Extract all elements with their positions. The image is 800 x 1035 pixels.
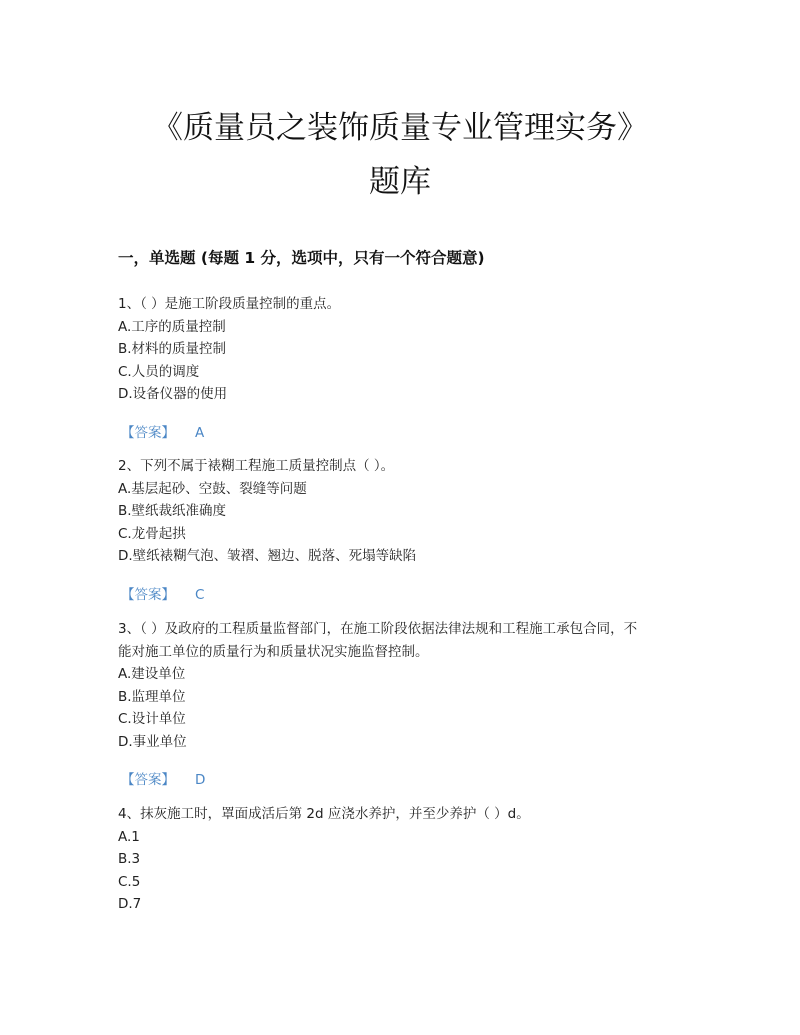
- question-stem: 4、抹灰施工时，罩面成活后第 2d 应浇水养护，并至少养护（ ）d。: [118, 806, 530, 822]
- question-1: [118, 293, 688, 406]
- option-d: D.事业单位: [118, 733, 187, 750]
- option-c: C.设计单位: [118, 711, 186, 727]
- question-4: [118, 803, 688, 916]
- question-stem-line1: 3、（ ）及政府的工程质量监督部门，在施工阶段依据法律法规和工程施工承包合同，不: [118, 621, 638, 637]
- option-d: D.设备仪器的使用: [118, 386, 228, 402]
- answer-label: 【答案】: [121, 425, 175, 441]
- option-b: B.监理单位: [118, 688, 186, 705]
- option-a: A.建设单位: [118, 666, 186, 682]
- document-title-line1: 《质量员之装饰质量专业管理实务》: [152, 110, 648, 146]
- option-c: C.龙骨起拱: [118, 525, 186, 542]
- answer-label: 【答案】: [121, 587, 175, 603]
- question-2: [118, 455, 688, 568]
- section-heading: 一，单选题 (每题 1 分，选项中，只有一个符合题意): [118, 249, 485, 267]
- answer-line-3: [121, 768, 205, 788]
- question-3: [118, 618, 688, 753]
- question-stem: 1、（ ）是施工阶段质量控制的重点。: [118, 296, 341, 312]
- answer-line-2: [121, 583, 204, 603]
- answer-label: 【答案】: [121, 772, 175, 788]
- answer-value: A: [195, 425, 205, 441]
- option-b: B.3: [118, 851, 141, 867]
- answer-value: D: [195, 772, 206, 788]
- option-a: A.1: [118, 828, 140, 845]
- option-b: B.材料的质量控制: [118, 341, 227, 357]
- option-c: C.人员的调度: [118, 363, 200, 380]
- option-d: D.7: [118, 896, 142, 912]
- question-stem-line2: 能对施工单位的质量行为和质量状况实施监督控制。: [118, 643, 429, 660]
- answer-line-1: [121, 421, 204, 441]
- answer-value: C: [195, 587, 205, 603]
- option-a: A.工序的质量控制: [118, 318, 226, 335]
- document-title-line2: 题库: [369, 164, 431, 200]
- question-stem: 2、下列不属于裱糊工程施工质量控制点（ ）。: [118, 458, 395, 474]
- option-c: C.5: [118, 873, 141, 890]
- option-b: B.壁纸裁纸准确度: [118, 503, 227, 519]
- option-a: A.基层起砂、空鼓、裂缝等问题: [118, 480, 307, 497]
- option-d: D.壁纸裱糊气泡、皱褶、翘边、脱落、死塌等缺陷: [118, 548, 417, 564]
